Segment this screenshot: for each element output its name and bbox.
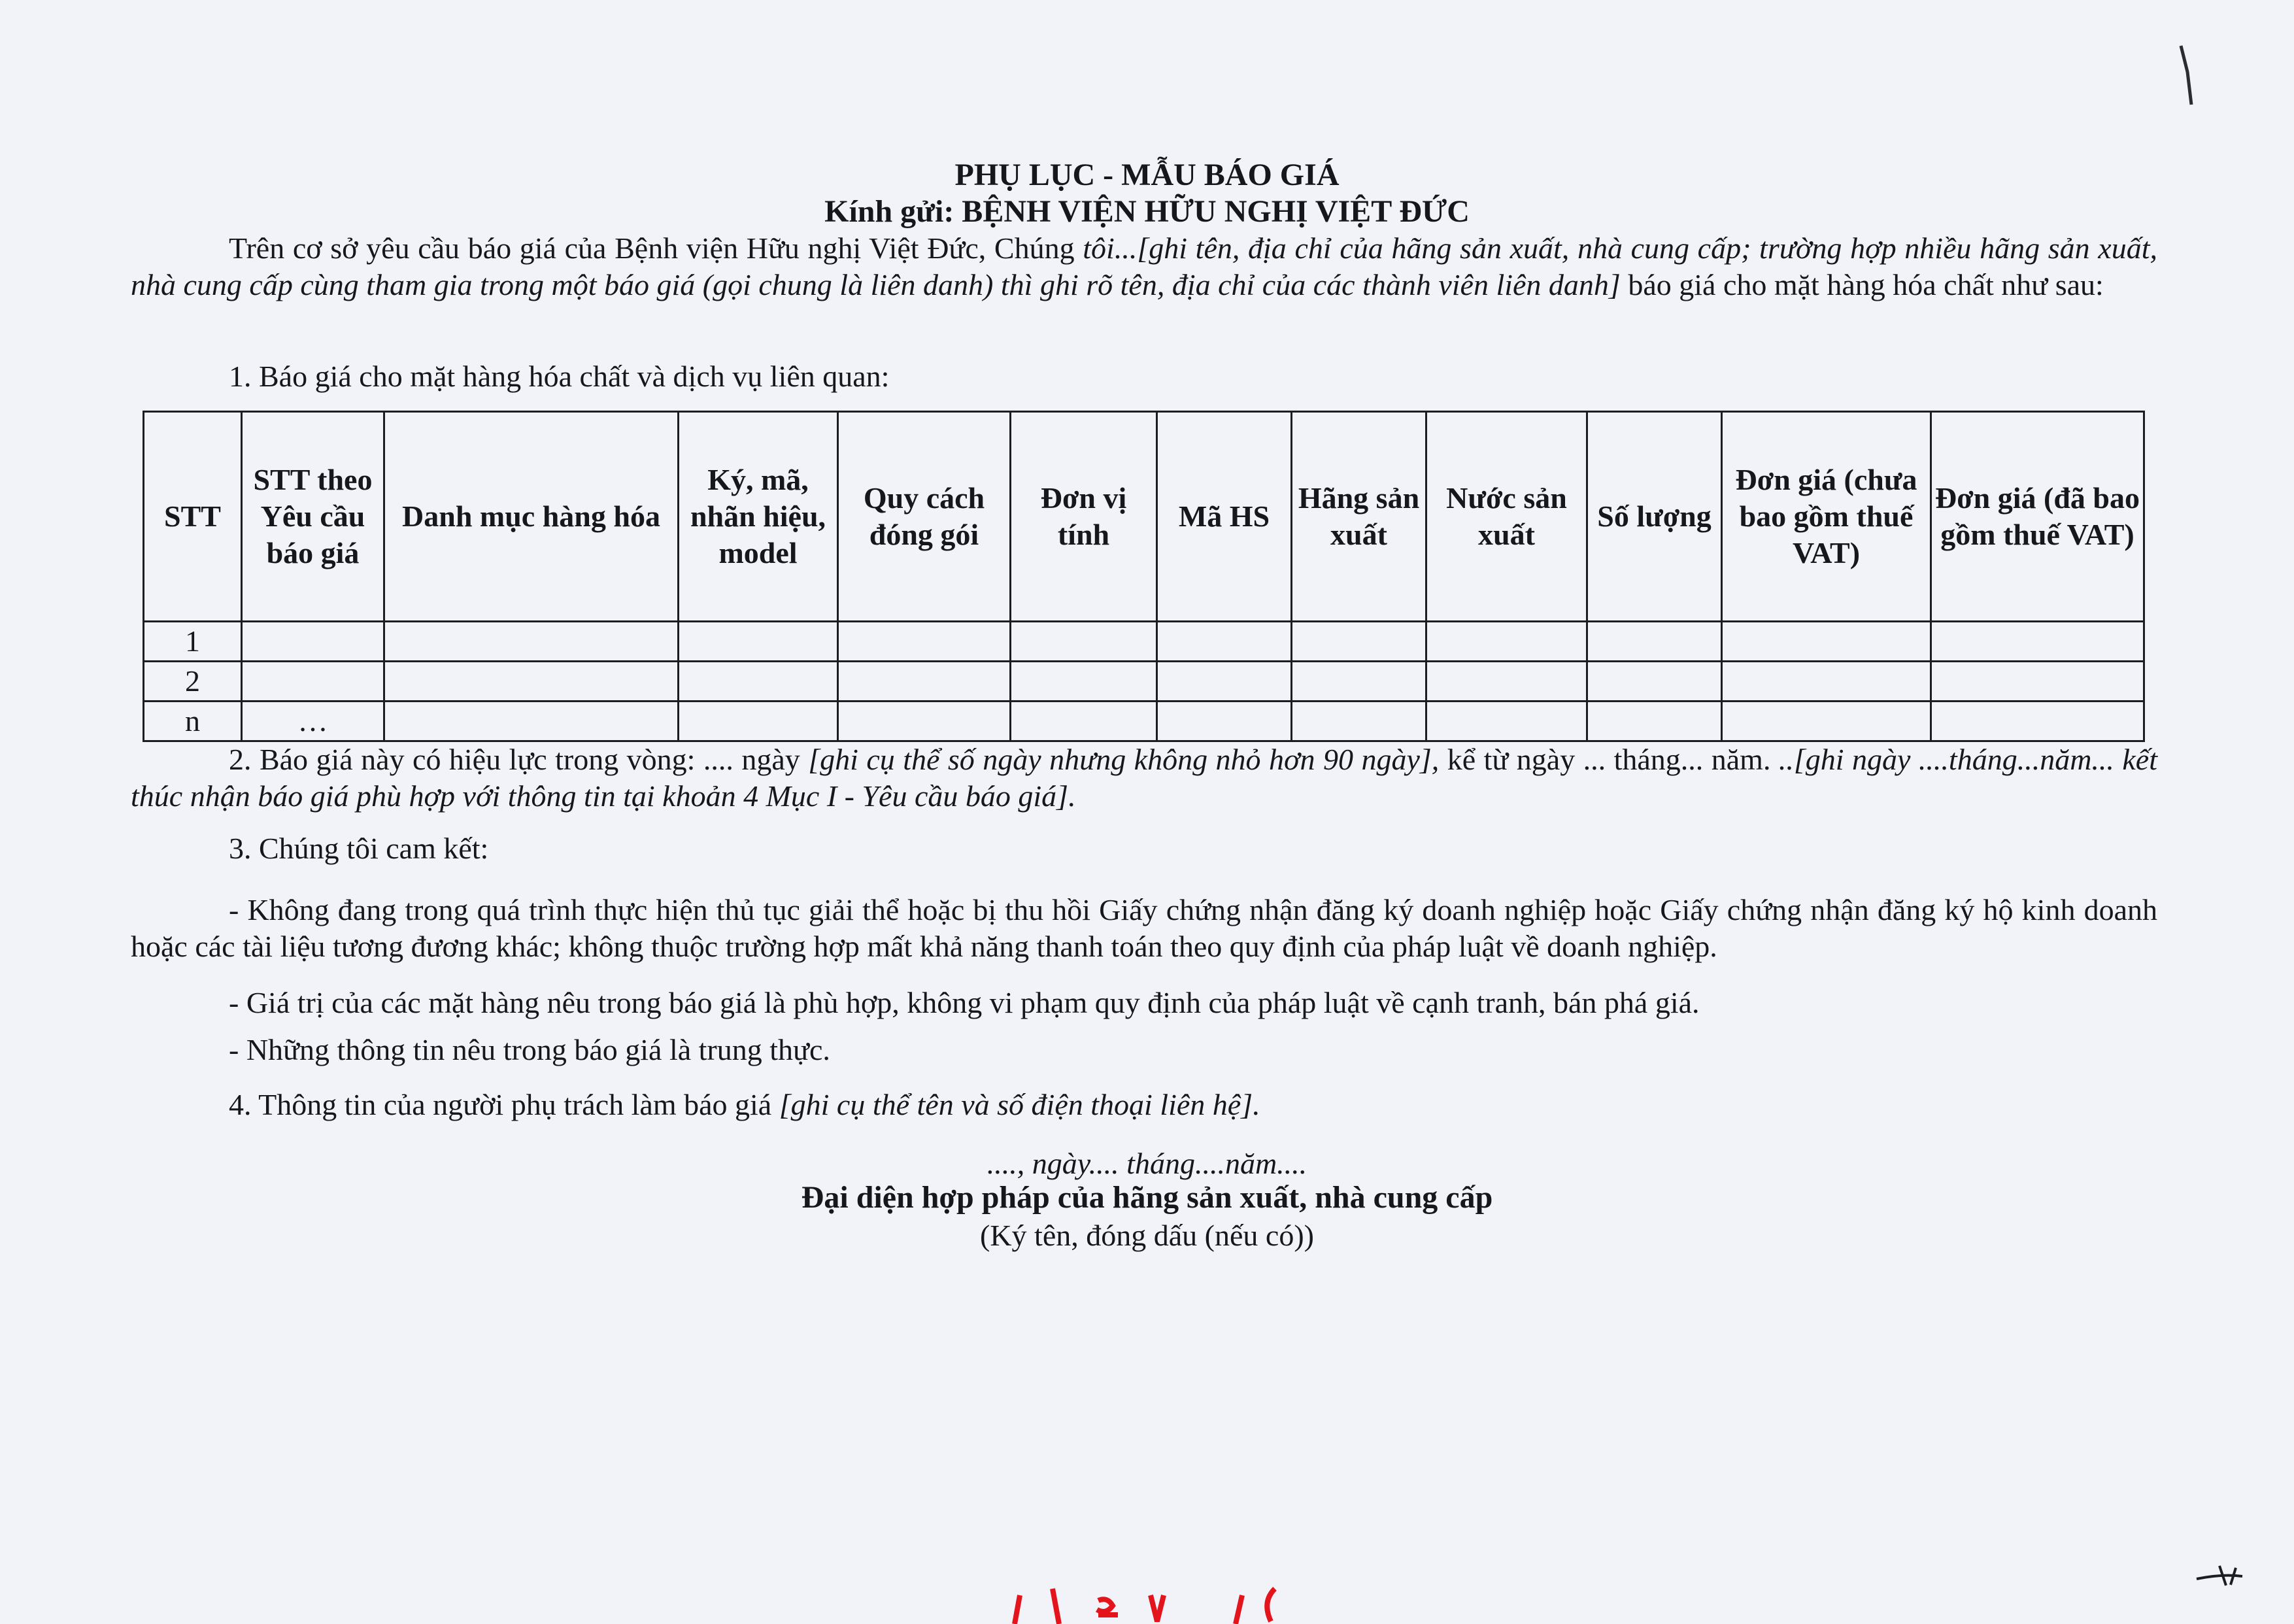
row-stt-request: …	[242, 702, 384, 741]
recipient-label: Kính gửi:	[824, 194, 954, 229]
col-header: STT theo Yêu cầu báo giá	[242, 412, 384, 622]
col-header: Số lượng	[1587, 412, 1722, 622]
commitment-item: - Không đang trong quá trình thực hiện thủ tục giải thể hoặc bị thu hồi Giấy chứng nhận đăng ký doanh nghiệp hoặc Giấy chứng nhận đăng ký hộ kinh doanh hoặc các tài liệu tương đương khác; không thuộc trường hợp mất khả năng thanh toán theo quy định của pháp luật về doanh nghiệp.	[131, 893, 2157, 963]
section-4-note: [ghi cụ thể tên và số điện thoại liên hệ].	[779, 1088, 1260, 1121]
section-4-lead: 4. Thông tin của người phụ trách làm báo giá	[229, 1088, 779, 1121]
row-stt: 2	[144, 662, 242, 702]
intro-lead: Trên cơ sở yêu cầu báo giá của Bệnh viện Hữu nghị Việt Đức, Chúng	[229, 231, 1083, 265]
col-header: Danh mục hàng hóa	[384, 412, 679, 622]
signature-role: Đại diện hợp pháp của hãng sản xuất, nhà cung cấp	[801, 1180, 1493, 1215]
document-title: PHỤ LỤC - MẪU BÁO GIÁ	[954, 158, 1340, 192]
commitment-item: - Giá trị của các mặt hàng nêu trong báo giá là phù hợp, không vi phạm quy định của pháp luật về cạnh tranh, bán phá giá.	[229, 986, 1700, 1019]
col-header: Nước sản xuất	[1426, 412, 1587, 622]
col-header: Quy cách đóng gói	[838, 412, 1011, 622]
section-2-date-note: ..[ghi ngày ....tháng...năm... kết thúc nhận báo giá phù hợp với thông tin tại khoản 4 Mục I - Yêu cầu báo giá].	[131, 743, 2157, 813]
section-1-heading: 1. Báo giá cho mặt hàng hóa chất và dịch vụ liên quan:	[229, 360, 890, 393]
section-3-heading: 3. Chúng tôi cam kết:	[229, 832, 489, 865]
col-header: Hãng sản xuất	[1292, 412, 1426, 622]
section-2-lead: 2. Báo giá này có hiệu lực trong vòng: .... ngày	[229, 743, 809, 776]
red-stamp-fragment	[1015, 1589, 1275, 1624]
row-stt: 1	[144, 622, 242, 662]
intro-tail: báo giá cho mặt hàng hóa chất như sau:	[1620, 268, 2104, 301]
section-2-days-note: [ghi cụ thể số ngày nhưng không nhỏ hơn 90 ngày],	[808, 743, 1440, 776]
scan-edge-mark	[2181, 46, 2191, 105]
intro-placeholder: tôi...[ghi tên, địa chỉ của hãng sản xuất, nhà cung cấp; trường hợp nhiều hãng sản xuất, nhà cung cấp cùng tham gia trong một báo giá (gọi chung là liên danh) thì ghi rõ tên, địa chỉ của các thành viên liên danh]	[131, 231, 2157, 301]
col-header: Đơn giá (chưa bao gồm thuế VAT)	[1722, 412, 1931, 622]
col-header: Ký, mã, nhãn hiệu, model	[679, 412, 838, 622]
signature-date-line: ...., ngày.... tháng....năm....	[987, 1147, 1307, 1180]
signature-note: (Ký tên, đóng dấu (nếu có))	[980, 1219, 1314, 1252]
col-header: STT	[144, 412, 242, 622]
col-header: Đơn vị tính	[1011, 412, 1157, 622]
page-initial-mark	[2197, 1566, 2242, 1585]
row-stt: n	[144, 702, 242, 741]
commitment-item: - Những thông tin nêu trong báo giá là trung thực.	[229, 1033, 830, 1066]
col-header: Đơn giá (đã bao gồm thuế VAT)	[1931, 412, 2144, 622]
col-header: Mã HS	[1157, 412, 1292, 622]
recipient-name: BỆNH VIỆN HỮU NGHỊ VIỆT ĐỨC	[962, 194, 1470, 229]
section-2-mid: kể từ ngày ... tháng... năm.	[1439, 743, 1779, 776]
